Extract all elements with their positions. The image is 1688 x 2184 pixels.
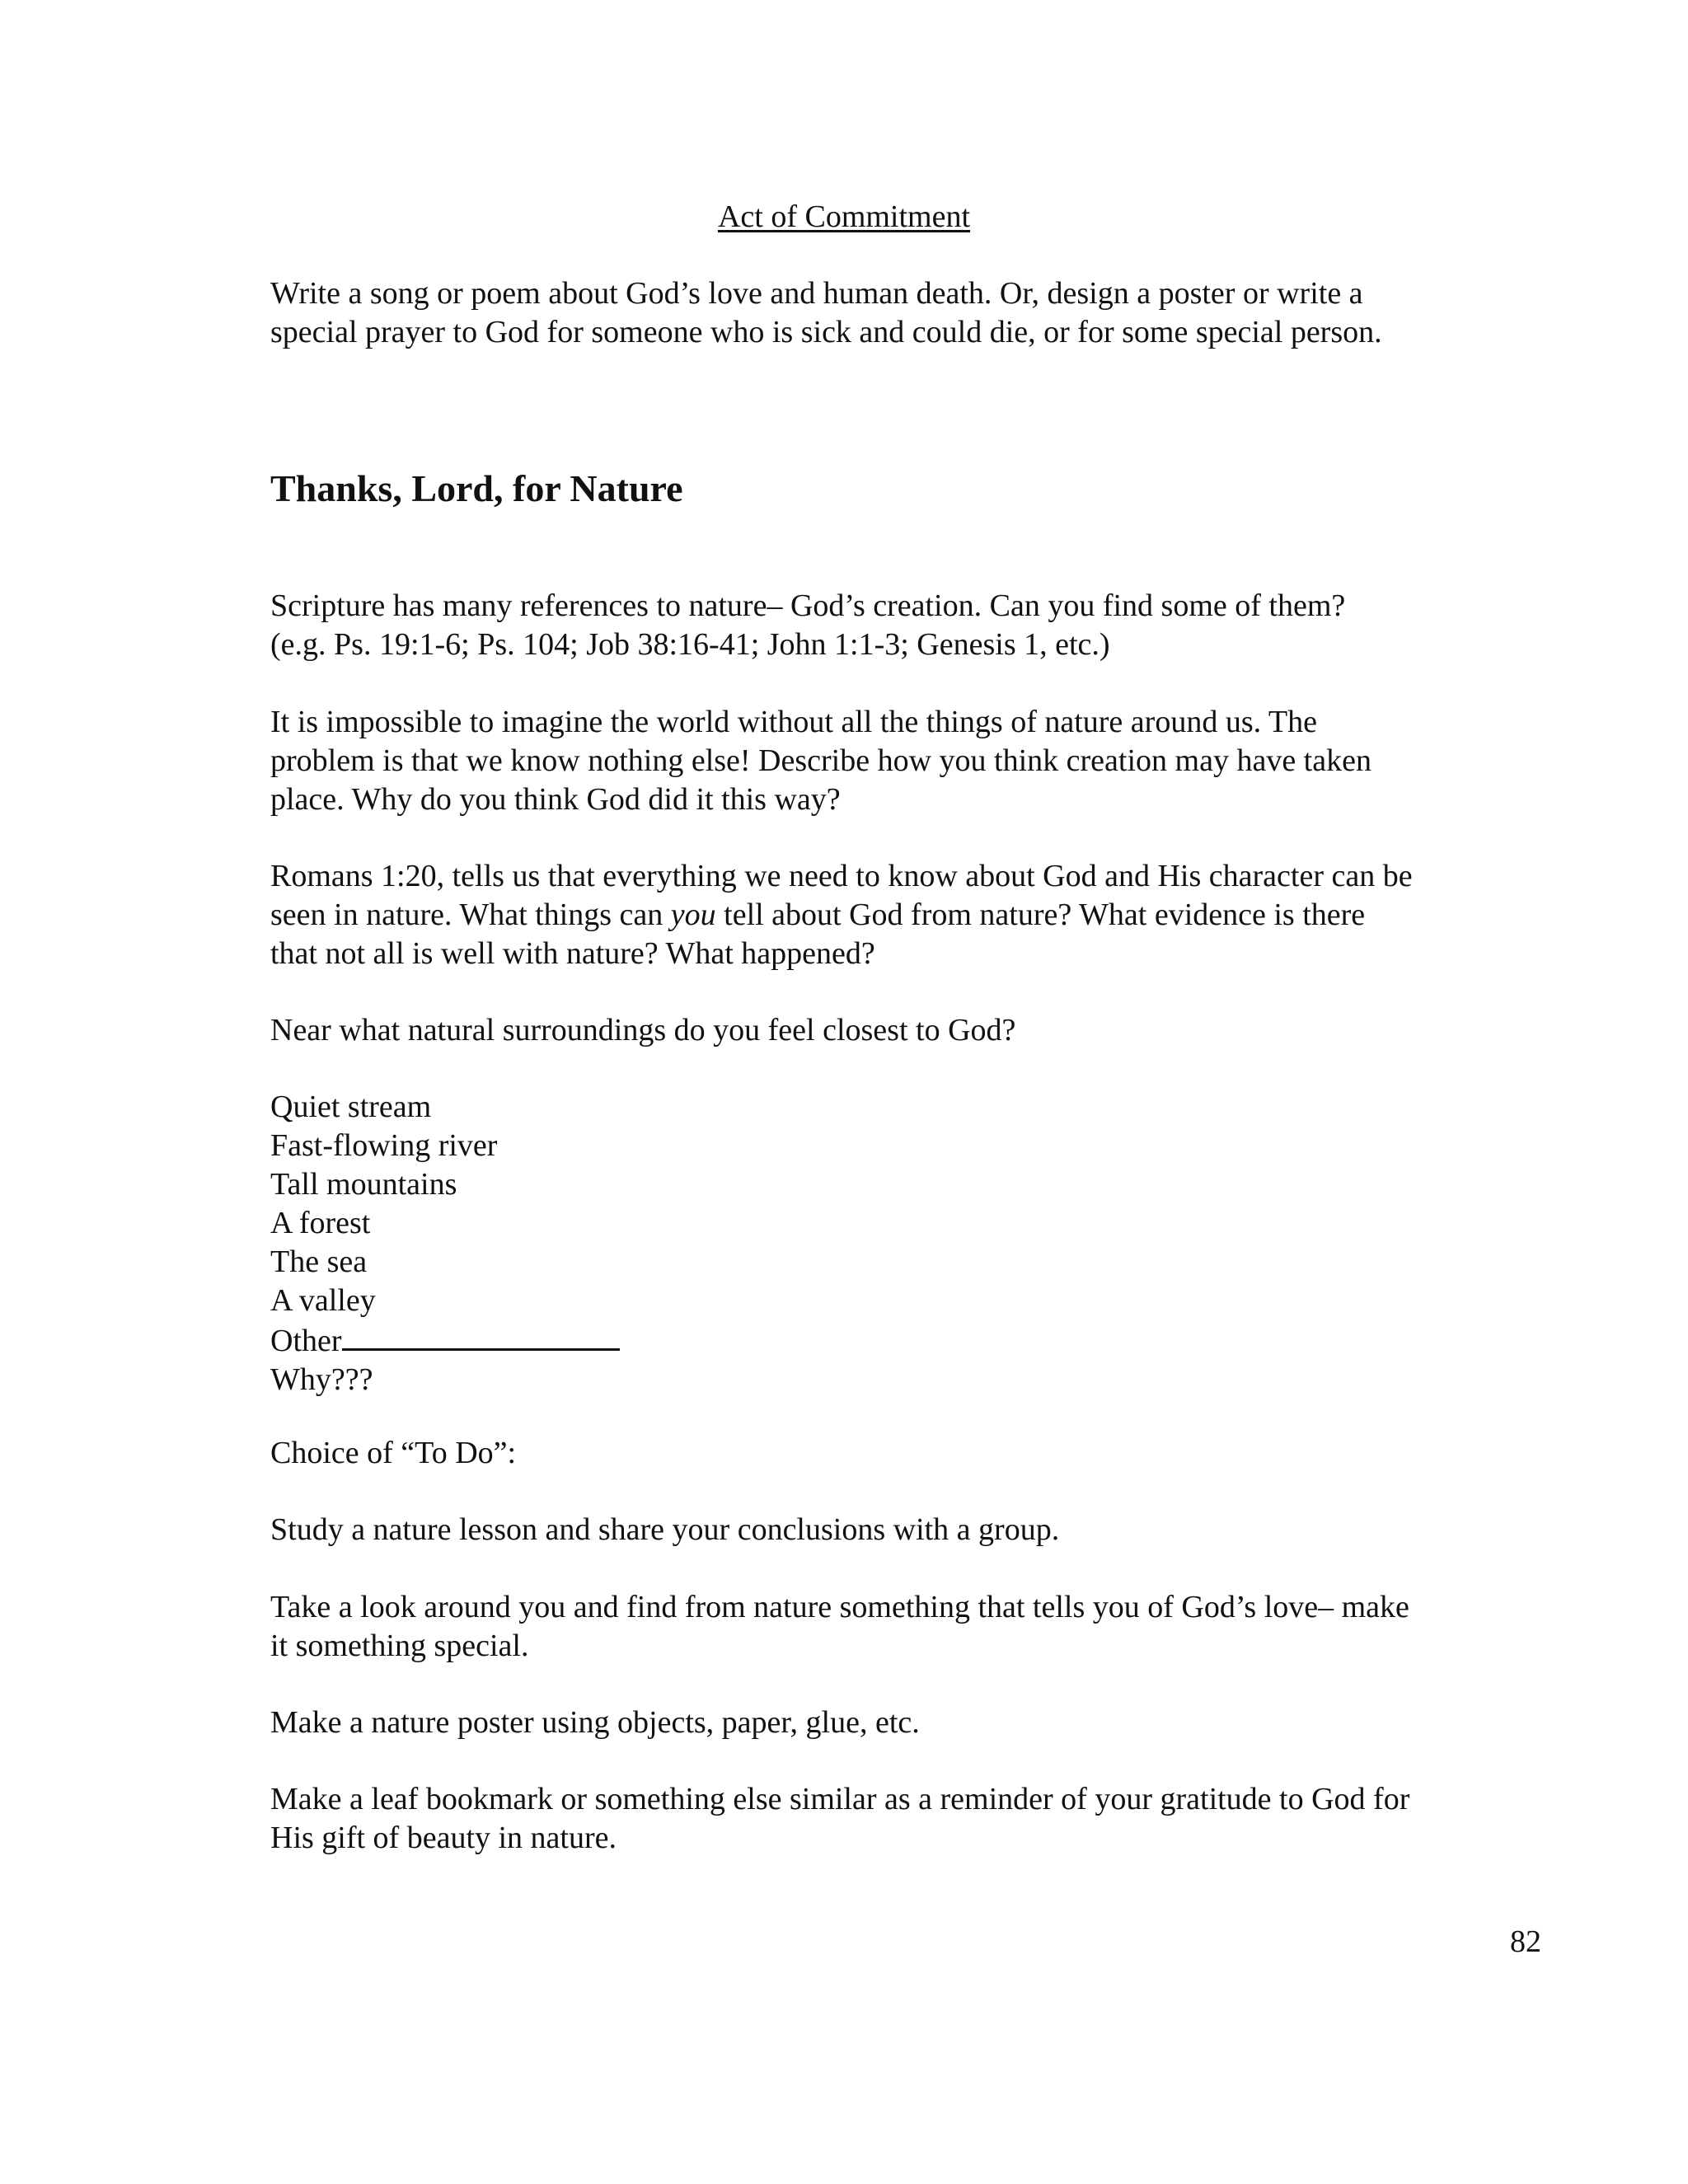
creation-paragraph	[270, 703, 1474, 819]
emphasis-you: you	[670, 898, 716, 932]
commitment-line-1: Write a song or poem about God’s love and human death. Or, design a poster or write a	[270, 276, 1363, 311]
page-number: 82	[1510, 1924, 1541, 1959]
scripture-line-2: (e.g. Ps. 19:1-6; Ps. 104; Job 38:16-41; John 1:1-3; Genesis 1, etc.)	[270, 627, 1110, 662]
act-of-commitment-title: Act of Commitment	[717, 199, 971, 234]
romans-line-2: seen in nature. What things can you tell about God from nature? What evidence is there	[270, 898, 1366, 932]
todo-label: Choice of “To Do”:	[270, 1436, 517, 1470]
romans-line-1: Romans 1:20, tells us that everything we need to know about God and His character can be	[270, 859, 1413, 893]
option-mountains: Tall mountains	[270, 1167, 457, 1202]
creation-line-1: It is impossible to imagine the world without all the things of nature around us. The	[270, 705, 1317, 739]
commitment-line-2: special prayer to God for someone who is sick and could die, or for some special person.	[270, 315, 1382, 349]
todo-item-3: Make a nature poster using objects, paper, glue, etc.	[270, 1705, 920, 1740]
todo-item-4-line-1: Make a leaf bookmark or something else similar as a reminder of your gratitude to God for	[270, 1782, 1410, 1816]
romans-line-3: that not all is well with nature? What happened?	[270, 936, 875, 971]
option-quiet-stream: Quiet stream	[270, 1090, 432, 1124]
creation-line-2: problem is that we know nothing else! Describe how you think creation may have taken	[270, 743, 1372, 778]
scripture-line-1: Scripture has many references to nature– God’s creation. Can you find some of them?	[270, 588, 1346, 623]
option-why: Why???	[270, 1362, 373, 1397]
todo-item-2-line-2: it something special.	[270, 1629, 529, 1663]
creation-line-3: place. Why do you think God did it this way?	[270, 782, 841, 817]
todo-item-2	[270, 1588, 1474, 1666]
section-heading: Thanks, Lord, for Nature	[270, 467, 683, 509]
todo-item-1: Study a nature lesson and share your conclusions with a group.	[270, 1512, 1060, 1547]
commitment-paragraph	[270, 274, 1474, 352]
option-forest: A forest	[270, 1206, 371, 1240]
todo-item-4	[270, 1780, 1474, 1858]
surroundings-options-list	[270, 1088, 1474, 1399]
surroundings-question: Near what natural surroundings do you feel closest to God?	[270, 1013, 1016, 1047]
option-sea: The sea	[270, 1244, 368, 1279]
option-other: Other	[270, 1320, 1474, 1361]
other-fill-in-blank	[342, 1320, 620, 1351]
todo-item-2-line-1: Take a look around you and find from nature something that tells you of God’s love– make	[270, 1590, 1409, 1624]
option-river: Fast-flowing river	[270, 1128, 498, 1163]
scripture-paragraph	[270, 587, 1474, 664]
option-valley: A valley	[270, 1283, 376, 1318]
todo-item-4-line-2: His gift of beauty in nature.	[270, 1821, 617, 1855]
romans-paragraph	[270, 857, 1474, 973]
